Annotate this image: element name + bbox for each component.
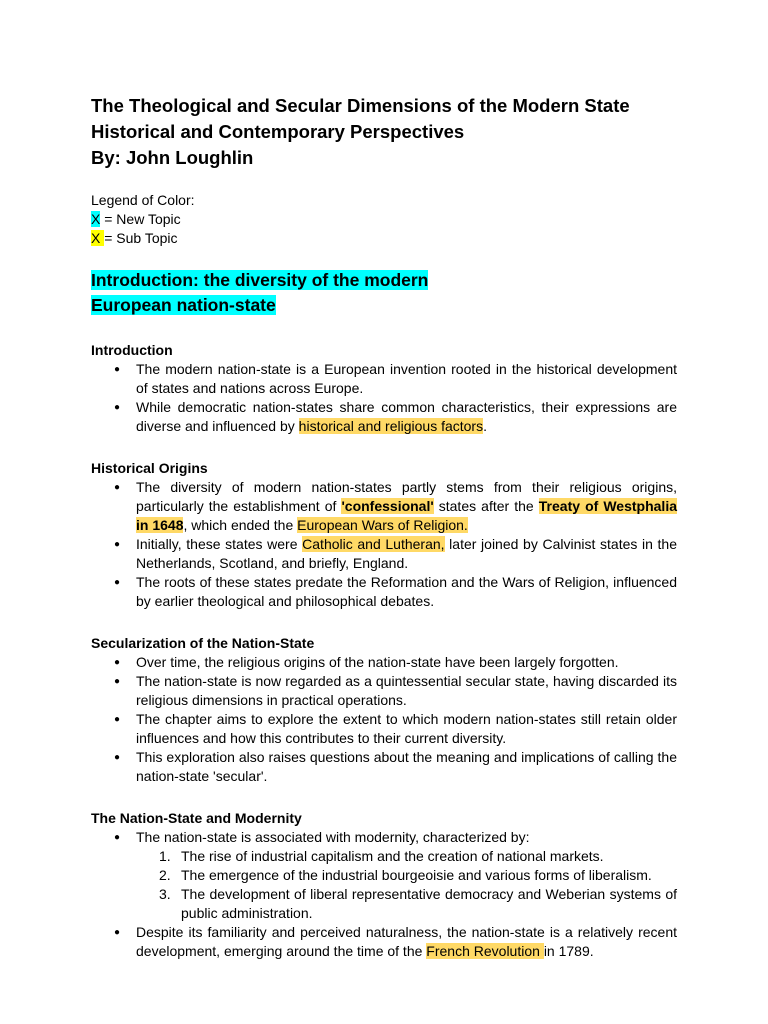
bullet-icon: ●	[114, 539, 121, 550]
list-item	[114, 398, 677, 436]
new-topic-swatch: X	[91, 211, 101, 227]
list-item-text: states after the	[433, 498, 539, 514]
highlighted-text: European Wars of Religion.	[297, 517, 468, 533]
bullet-icon: ●	[114, 676, 121, 687]
list-item	[114, 573, 677, 611]
list-item-text: The emergence of the industrial bourgeoisie and various forms of liberalism.	[181, 867, 652, 883]
bullet-icon: ●	[114, 927, 121, 938]
bullet-icon: ●	[114, 402, 121, 413]
numbered-item	[159, 866, 677, 885]
sub-topic-label: = Sub Topic	[104, 230, 178, 246]
sub-topic-swatch: X	[91, 230, 105, 246]
list-item	[114, 828, 677, 923]
document-title	[91, 93, 677, 171]
bullet-icon: ●	[114, 714, 121, 725]
list-item-text: The rise of industrial capitalism and the creation of national markets.	[181, 848, 604, 864]
list-item-text: Over time, the religious origins of the nation-state have been largely forgotten.	[136, 654, 619, 670]
color-legend	[91, 191, 677, 248]
bullet-icon: ●	[114, 657, 121, 668]
list-item	[114, 478, 677, 535]
highlighted-text: Catholic and Lutheran,	[302, 536, 445, 552]
highlighted-text: historical and religious factors	[298, 418, 484, 434]
item-number: 3.	[159, 886, 171, 902]
list-item-text: The development of liberal representative democracy and Weberian systems of public administration.	[181, 886, 677, 921]
bullet-icon: ●	[114, 364, 121, 375]
bullet-list	[91, 478, 677, 611]
bullet-list	[91, 653, 677, 786]
list-item-text: Despite its familiarity and perceived naturalness, the nation-state is a relatively recent development, emerging around the time of the	[136, 924, 677, 959]
list-item-text: The diversity of modern nation-states partly stems from their religious origins, particularly the establishment of	[136, 479, 677, 514]
title-line: The Theological and Secular Dimensions of the Modern State	[91, 95, 630, 116]
document-page	[91, 93, 677, 961]
section-heading-secularization: Secularization of the Nation-State	[91, 635, 315, 651]
bullet-list	[91, 828, 677, 961]
legend-new-topic	[91, 210, 677, 229]
topic-line: Introduction: the diversity of the modern	[91, 270, 429, 290]
new-topic-label: = New Topic	[100, 211, 181, 227]
list-item-text: The nation-state is associated with modernity, characterized by:	[136, 829, 530, 845]
list-item-text: This exploration also raises questions about the meaning and implications of calling the nation-state 'secular'.	[136, 749, 677, 784]
list-item-text: The nation-state is now regarded as a quintessential secular state, having discarded its religious dimensions in practical operations.	[136, 673, 677, 708]
list-item-text: While democratic nation-states share common characteristics, their expressions are diverse and influenced by	[136, 399, 677, 434]
list-item	[114, 923, 677, 961]
legend-sub-topic	[91, 229, 677, 248]
list-item	[114, 535, 677, 573]
list-item-text: .	[483, 418, 487, 434]
section-heading-modernity: The Nation-State and Modernity	[91, 810, 302, 826]
topic-heading	[91, 268, 677, 318]
highlighted-text: 'confessional'	[341, 498, 434, 514]
list-item-text: Initially, these states were	[136, 536, 303, 552]
highlighted-text: French Revolution	[426, 943, 544, 959]
bullet-icon: ●	[114, 832, 121, 843]
bullet-icon: ●	[114, 752, 121, 763]
section-heading-introduction: Introduction	[91, 342, 173, 358]
bullet-list	[91, 360, 677, 436]
subtitle-line: Historical and Contemporary Perspectives	[91, 121, 465, 142]
numbered-item	[159, 847, 677, 866]
bullet-icon: ●	[114, 482, 121, 493]
list-item	[114, 672, 677, 710]
item-number: 2.	[159, 867, 171, 883]
list-item-text: later joined by Calvinist states in the Netherlands, Scotland, and briefly, England.	[136, 536, 677, 571]
numbered-list	[136, 847, 677, 923]
list-item	[114, 653, 677, 672]
highlighted-text: Treaty of Westphalia in 1648	[136, 498, 677, 533]
list-item	[114, 748, 677, 786]
list-item-text: The modern nation-state is a European invention rooted in the historical development of states and nations across Europe.	[136, 361, 677, 396]
list-item-text: , which ended the	[183, 517, 298, 533]
list-item	[114, 360, 677, 398]
bullet-icon: ●	[114, 577, 121, 588]
list-item-text: The roots of these states predate the Reformation and the Wars of Religion, influenced by earlier theological and philosophical debates.	[136, 574, 677, 609]
list-item-text: The chapter aims to explore the extent to which modern nation-states still retain older influences and how this contributes to their current diversity.	[136, 711, 677, 746]
author-line: By: John Loughlin	[91, 147, 254, 168]
numbered-item	[159, 885, 677, 923]
item-number: 1.	[159, 848, 171, 864]
section-heading-historical-origins: Historical Origins	[91, 460, 208, 476]
list-item	[114, 710, 677, 748]
legend-heading: Legend of Color:	[91, 192, 195, 208]
list-item-text: in 1789.	[543, 943, 594, 959]
topic-line: European nation-state	[91, 295, 276, 315]
